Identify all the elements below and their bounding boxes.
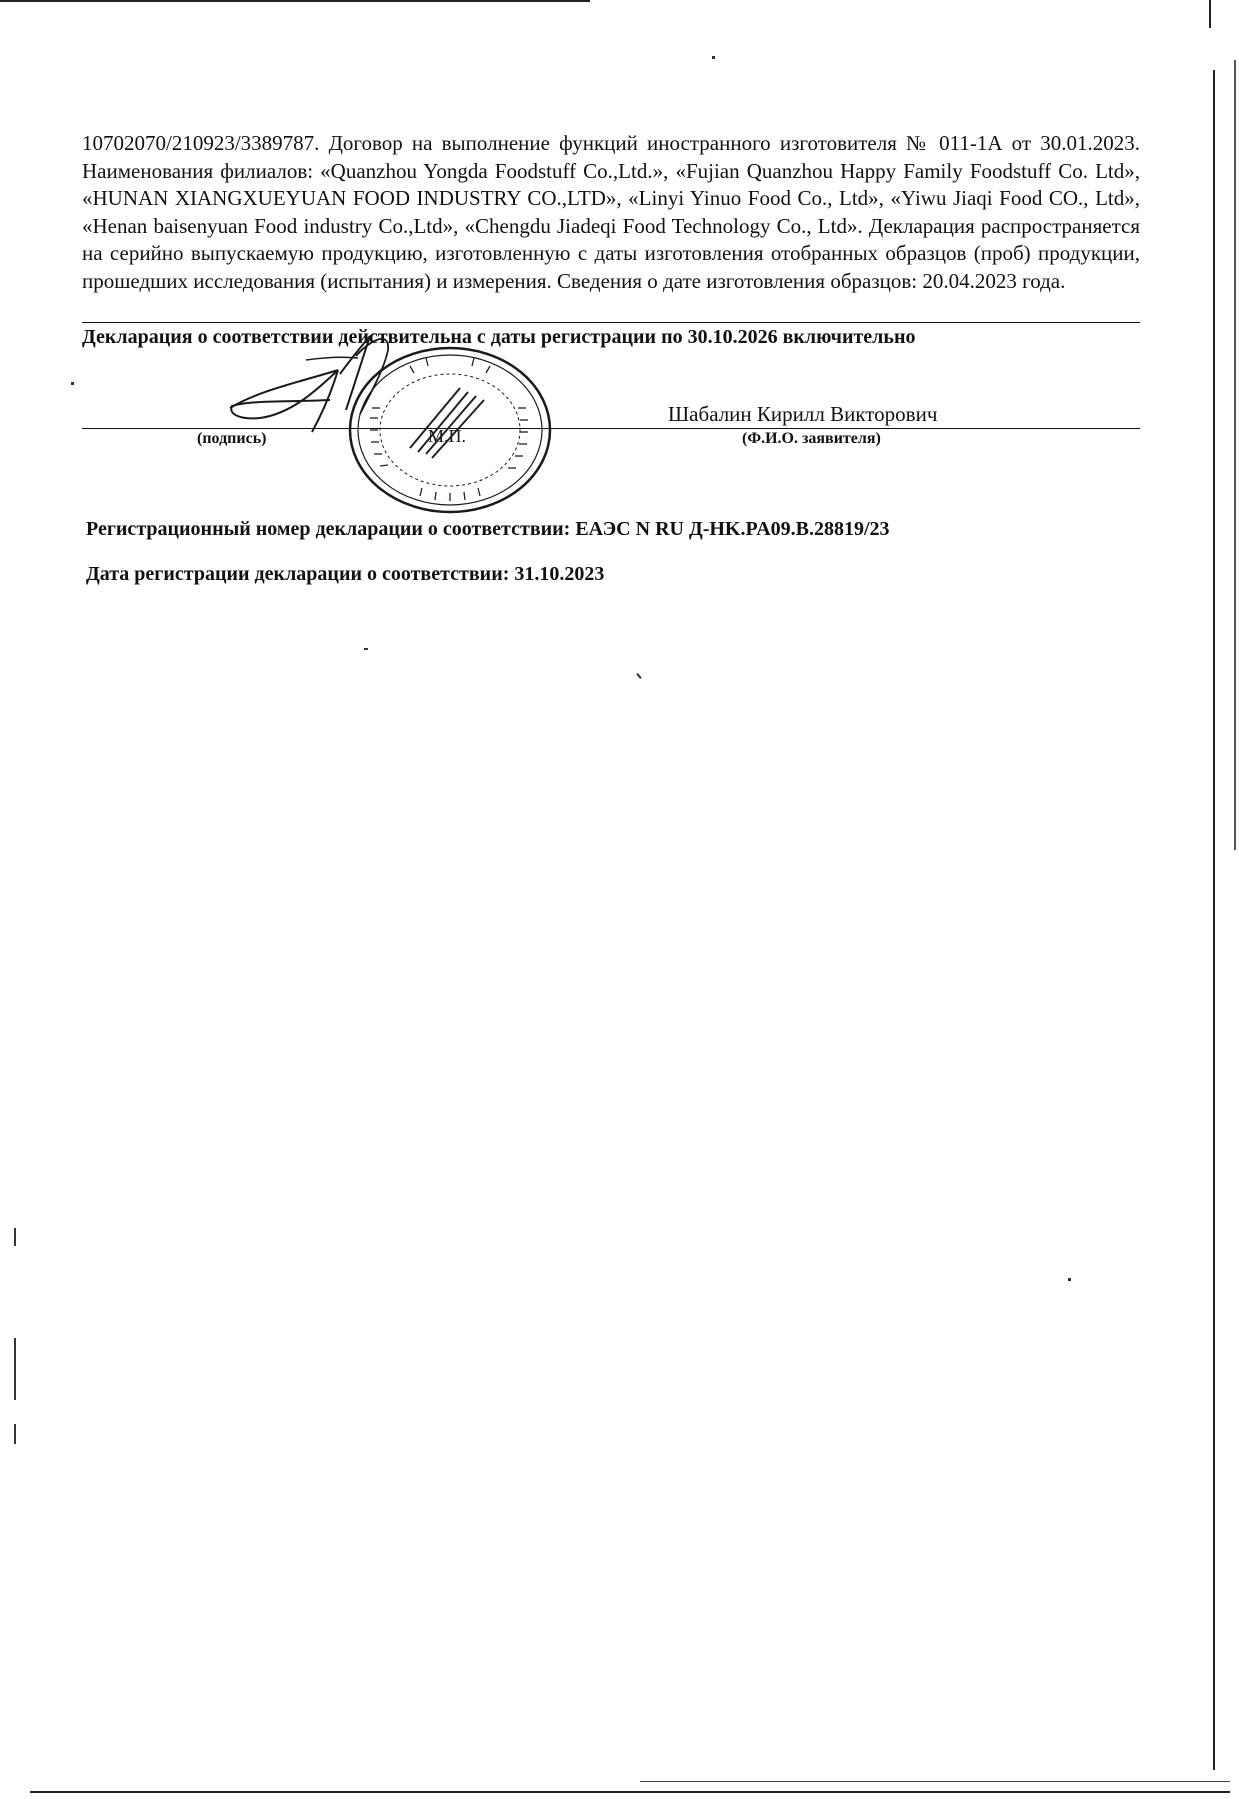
applicant-name: Шабалин Кирилл Викторович bbox=[668, 402, 938, 426]
scan-speck bbox=[636, 673, 641, 679]
registration-date: Дата регистрации декларации о соответствии: 31.10.2023 bbox=[86, 563, 605, 585]
validity-statement: Декларация о соответствии действительна с даты регистрации по 30.10.2026 включительно bbox=[82, 326, 916, 348]
margin-mark bbox=[14, 1338, 16, 1400]
declaration-body-paragraph: 10702070/210923/3389787. Договор на выполнение функций иностранного изготовителя № 011-1А от 30.01.2023. Наименования филиалов: «Quanzhou Yongda Foodstuff Co.,Ltd.», «Fujian Quanzhou Happy Family Foodstuff Co. Ltd», «HUNAN XIANGXUEYUAN FOOD INDUSTRY CO.,LTD», «Linyi Yinuo Food Co., Ltd», «Yiwu Jiaqi Food CO., Ltd», «Henan baisenyuan Food industry Co.,Ltd», «Chengdu Jiadeqi Food Technology Co., Ltd». Декларация распространяется на серийно выпускаемую продукцию, изготовленную с даты изготовления отобранных образцов (проб) продукции, прошедших исследования (испытания) и измерения. Сведения о дате изготовления образцов: 20.04.2023 года. bbox=[82, 131, 1140, 293]
scan-speck bbox=[71, 382, 74, 385]
signature-caption: (подпись) bbox=[197, 430, 267, 447]
registration-number: Регистрационный номер декларации о соответствии: ЕАЭС N RU Д-HK.PA09.B.28819/23 bbox=[86, 518, 890, 540]
margin-mark bbox=[14, 1228, 16, 1246]
company-seal bbox=[340, 338, 560, 518]
scan-speck bbox=[712, 56, 715, 59]
svg-text:М.П.: М.П. bbox=[428, 426, 467, 446]
scan-border-right bbox=[1213, 70, 1215, 1770]
applicant-name-line bbox=[505, 428, 1140, 429]
section-divider bbox=[82, 322, 1140, 323]
margin-mark bbox=[14, 1424, 16, 1444]
scan-border-top bbox=[0, 0, 590, 2]
scan-border-bottom-inner bbox=[640, 1781, 1230, 1782]
scan-border-right-edge bbox=[1234, 60, 1236, 850]
scan-border-top-right bbox=[1209, 0, 1211, 28]
scan-border-bottom bbox=[30, 1791, 1230, 1793]
applicant-fio-caption: (Ф.И.О. заявителя) bbox=[742, 430, 881, 447]
scan-speck bbox=[1068, 1278, 1071, 1281]
scan-speck bbox=[364, 648, 368, 650]
